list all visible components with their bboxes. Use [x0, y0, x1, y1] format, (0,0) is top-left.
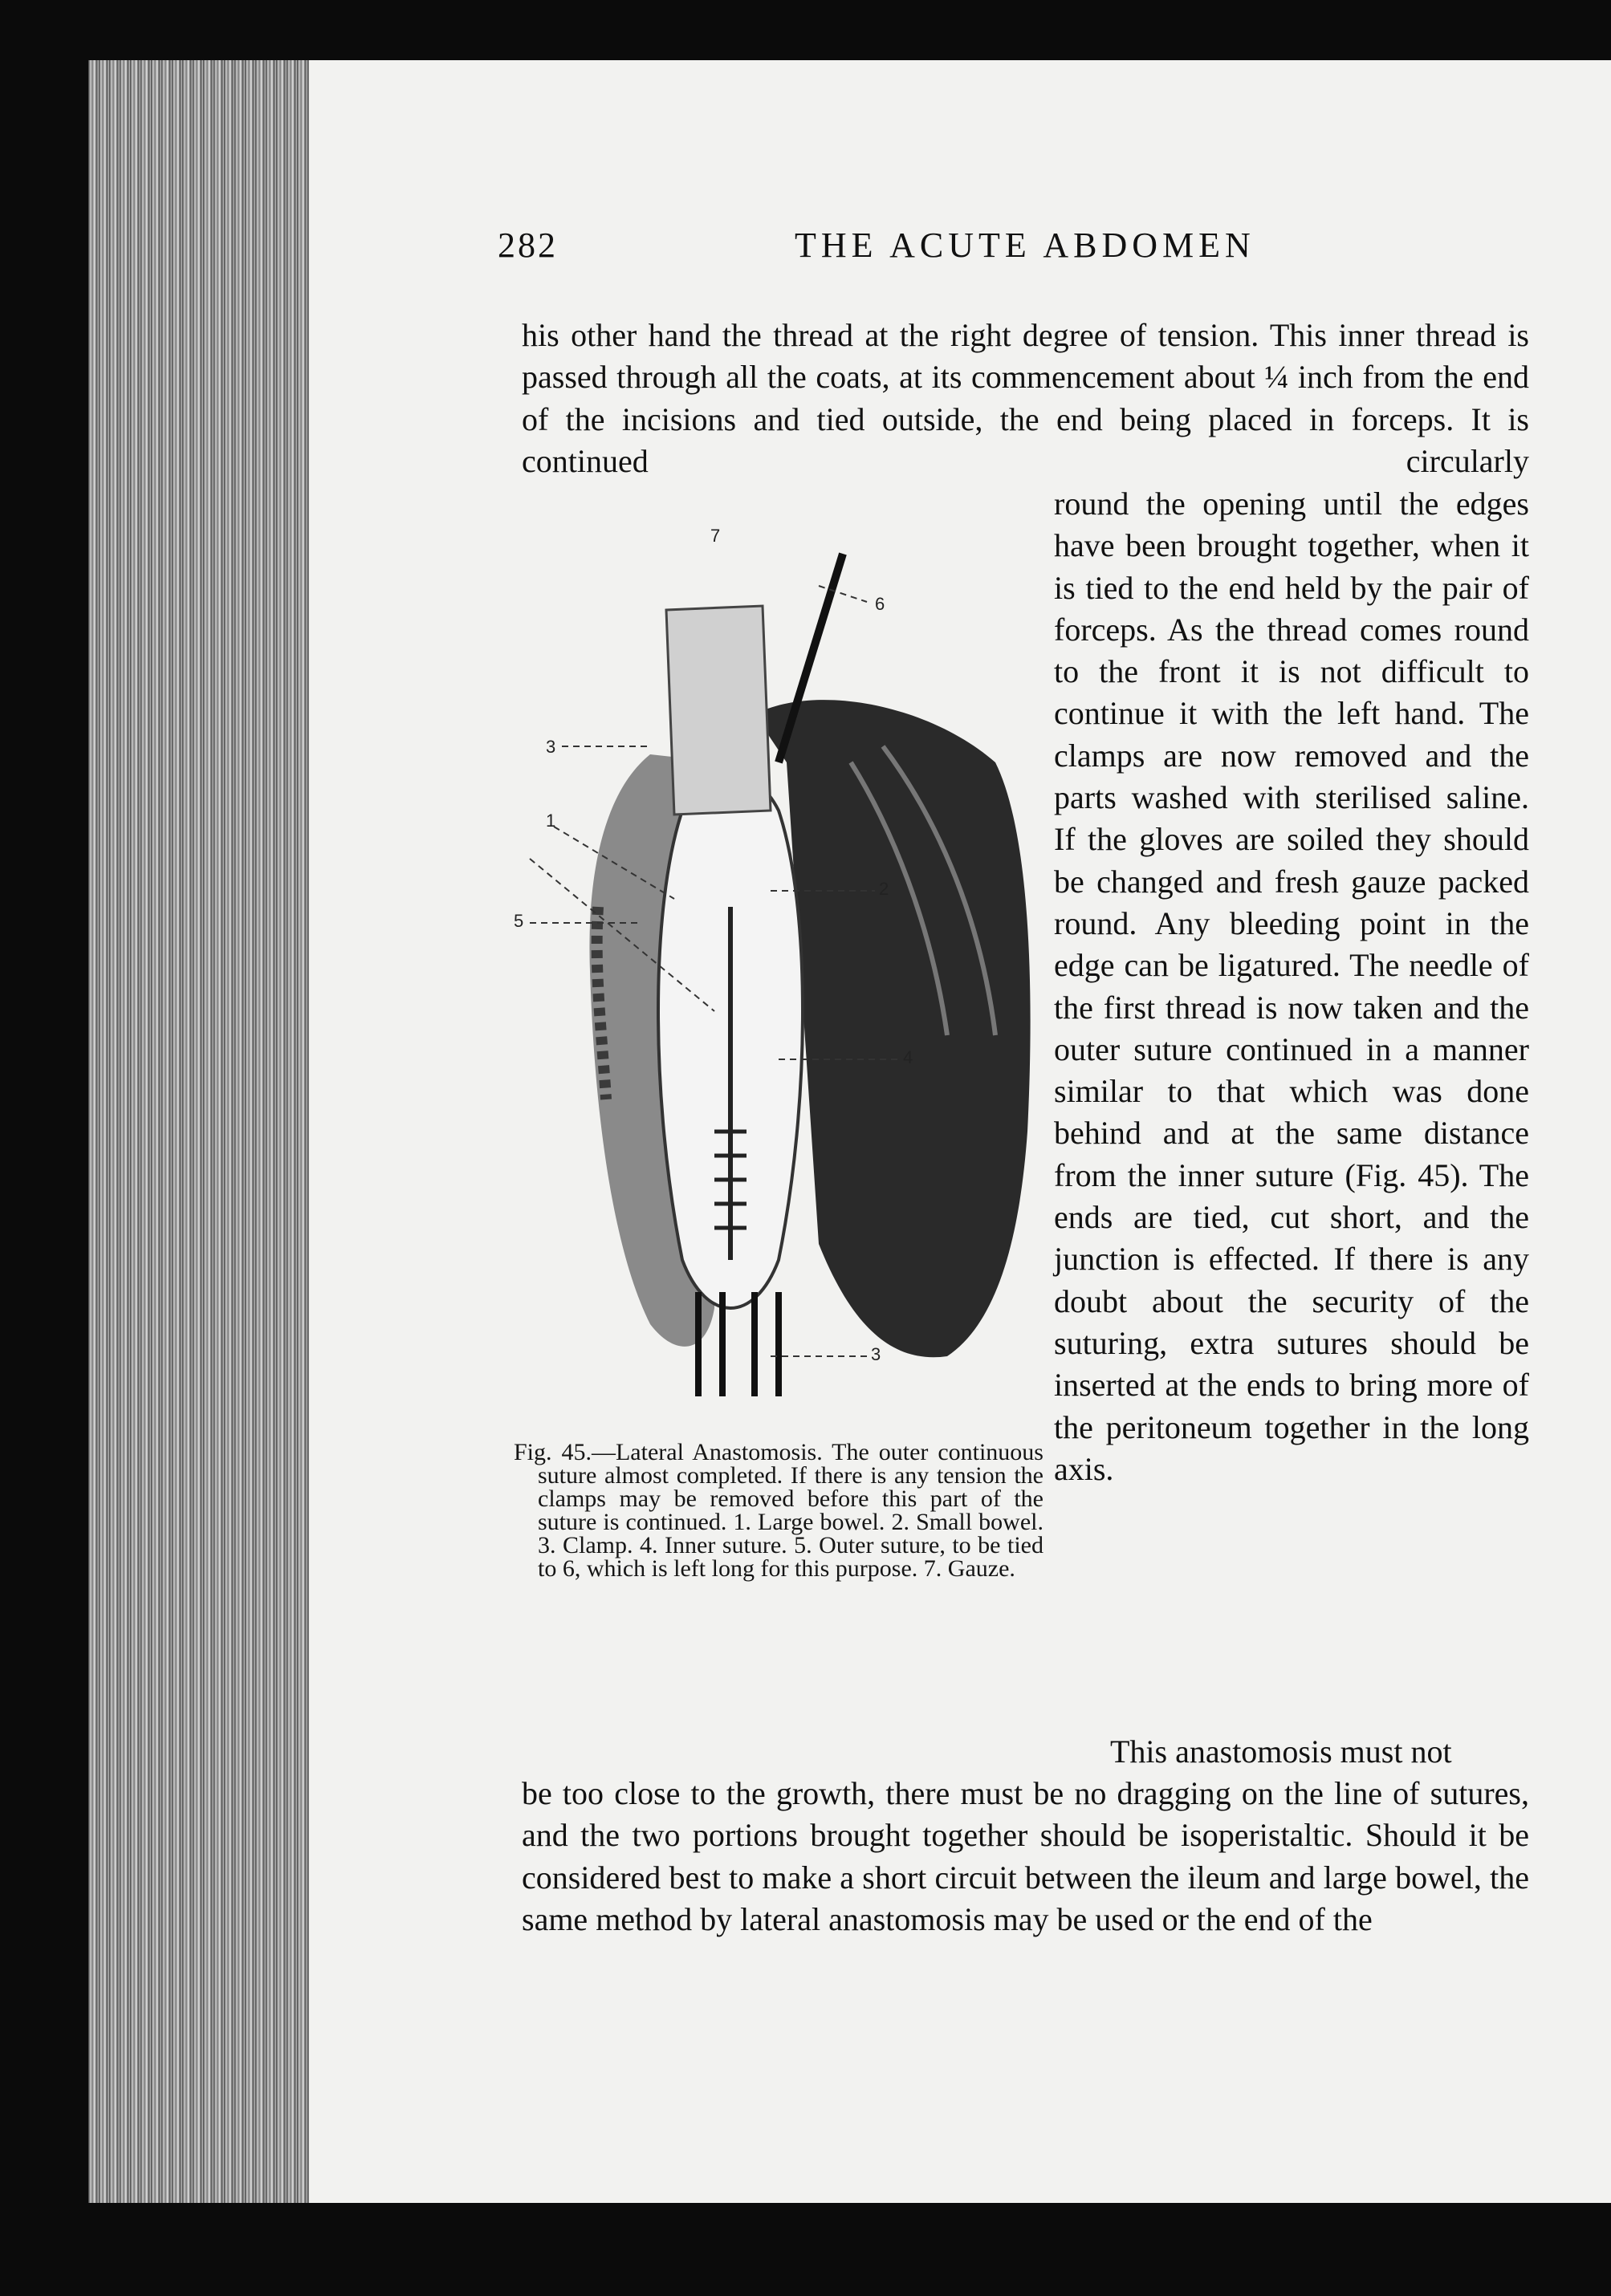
anastomosis-drawing — [514, 522, 1043, 1412]
label-3-top: 3 — [546, 737, 556, 757]
page-number: 282 — [498, 226, 558, 265]
label-6: 6 — [875, 594, 885, 614]
gauze-shape — [666, 606, 771, 815]
label-5: 5 — [514, 911, 524, 931]
paragraph-2-start: This anastomosis must not — [1110, 1733, 1452, 1770]
paragraph-1: his other hand the thread at the right degree of tension. This inner thread is passed through all the coats, at its commencement about ¼ inch from the end of the incisions and tied outside, the end being placed in forceps. It is continued circularly — [522, 317, 1529, 479]
label-4: 4 — [903, 1047, 913, 1067]
label-3-bottom: 3 — [871, 1344, 881, 1364]
label-1: 1 — [546, 811, 556, 831]
figure-caption: Fig. 45.—Lateral Anastomosis. The outer continuous suture almost completed. If there is any tension the clamps may be removed before this part of the suture is continued. 1. Large bowel. 2. Small bowel. 3. Clamp. 4. Inner suture. 5. Outer suture, to be tied to 6, which is left long for this purpose. 7. Gauze. — [514, 1439, 1043, 1582]
running-head — [498, 225, 1541, 273]
figure-45-illustration — [514, 522, 1043, 1412]
paragraph-2: be too close to the growth, there must be no dragging on the line of sutures, and the two portions brought together should be isoperistaltic. Should it be considered best to make a short circuit between the ileum and large bowel, the same method by lateral anastomosis may be used or the end of the — [522, 1775, 1529, 1937]
page-title: THE ACUTE ABDOMEN — [795, 226, 1255, 265]
bottom-shadow — [309, 2203, 1611, 2296]
paragraph-1-continued: round the opening until the edges have been brought together, when it is tied to the end held by the pair of forceps. As the thread comes round to the front it is not difficult to continue it with the left hand. The clamps are now removed and the parts washed with sterilised saline. If the gloves are soiled they should be changed and fresh gauze packed round. Any bleeding point in the edge can be ligatured. The needle of the first thread is now taken and the outer suture continued in a manner similar to that which was done behind and at the same distance from the inner suture (Fig. 45). The ends are tied, cut short, and the junction is effected. If there is any doubt about the security of the suturing, extra sutures should be inserted at the ends to bring more of the peritoneum together in the long axis. — [1054, 486, 1529, 1487]
book-page-edges — [88, 60, 321, 2203]
label-7: 7 — [710, 526, 721, 546]
label-2: 2 — [879, 879, 889, 899]
